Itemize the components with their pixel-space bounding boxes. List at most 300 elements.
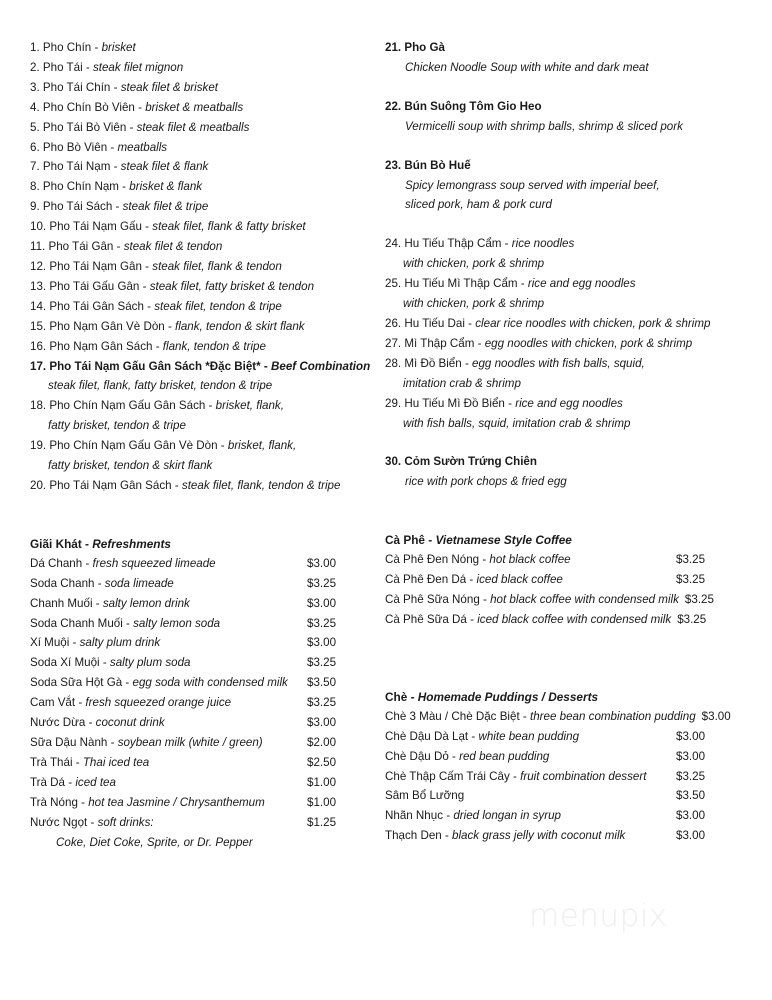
priced-item-name: Nước Dừa [30, 716, 86, 730]
priced-row [385, 727, 744, 747]
entry-dash: - [260, 359, 271, 373]
section-spacer [385, 492, 744, 530]
entry-name: 6. [30, 140, 40, 154]
menu-entry [30, 38, 385, 58]
entry-subline: with chicken, pork & shrimp [403, 257, 545, 271]
menu-entry [385, 354, 744, 394]
entry-dash: - [126, 120, 137, 134]
entry-dash: - [474, 336, 485, 350]
priced-row-text [30, 673, 301, 693]
menu-entry [30, 98, 385, 118]
priced-row [30, 653, 385, 673]
entry-dish-name: Pho Tái [42, 60, 83, 74]
entry-description: steak filet & flank [120, 160, 209, 174]
priced-row [385, 590, 744, 610]
entry-dish-name: Pho Tái Chín [42, 80, 111, 94]
entry-dash: - [143, 299, 155, 313]
entry-dash: - [91, 41, 102, 54]
priced-row-text [30, 554, 301, 574]
menu-entry [385, 314, 744, 334]
entry-name: 29. [385, 396, 402, 410]
priced-row-text [30, 633, 301, 653]
priced-row [385, 747, 744, 767]
price-value: $3.00 [676, 829, 706, 843]
priced-dash: - [92, 596, 103, 610]
priced-item-name: Soda Xí Muội [30, 656, 100, 670]
priced-item-description: egg soda with condensed milk [132, 676, 288, 690]
entry-dash: - [217, 439, 228, 453]
entry-dish-name: Mì Đồ Biển [404, 356, 462, 370]
priced-item-description: hot black coffee with condensed milk [490, 593, 679, 607]
priced-item-name: Trà Dá [30, 775, 66, 789]
priced-item-description: three bean combination pudding [530, 709, 696, 723]
block-number: 30. [385, 455, 402, 469]
priced-item-name: Nhãn Nhục [385, 809, 444, 823]
entry-dash: - [110, 80, 121, 94]
block-dish-name: Bún Suông Tôm Gio Heo [404, 99, 542, 113]
coffee-heading-en: Vietnamese Style Coffee [435, 533, 572, 548]
entry-dash: - [118, 180, 130, 194]
block-number: 21. [385, 41, 402, 54]
priced-row-text [385, 727, 670, 747]
entry-dash: - [110, 160, 121, 174]
priced-dash: - [99, 656, 110, 670]
price-value: $3.25 [307, 576, 337, 590]
priced-dash: - [122, 676, 133, 690]
priced-row [385, 767, 744, 787]
priced-item-name: Soda Chanh Muối [30, 616, 123, 630]
priced-row-text [385, 707, 696, 727]
entry-name: 13. [30, 279, 47, 293]
menu-entry [30, 78, 385, 98]
entry-description: brisket, flank, [215, 399, 284, 413]
priced-item-name: Sữa Dậu Nành [30, 736, 108, 749]
priced-row [385, 610, 744, 630]
price-value: $3.25 [307, 696, 337, 710]
section-spacer [385, 433, 744, 452]
priced-item-name: Cà Phê Sữa Dá [385, 612, 467, 626]
price-value: $3.25 [676, 573, 706, 587]
priced-row [385, 550, 744, 570]
menu-block-entry [385, 38, 744, 78]
menu-entry [30, 177, 385, 197]
entry-dash: - [164, 319, 176, 333]
priced-item-name: Soda Sữa Hột Gà [30, 676, 123, 690]
entry-dash: - [171, 478, 182, 492]
entry-description: brisket [101, 41, 136, 54]
entry-description: steak filet & brisket [120, 80, 218, 94]
priced-row [30, 773, 385, 793]
block-number: 23. [385, 158, 402, 172]
priced-row [30, 813, 385, 833]
priced-item-description: white bean pudding [478, 729, 580, 743]
priced-dash: - [107, 736, 118, 749]
menu-entry [30, 297, 385, 317]
left-column [30, 38, 385, 852]
priced-item-description: coconut drink [95, 716, 165, 730]
price-value: $3.50 [676, 789, 706, 803]
entry-dash: - [504, 396, 516, 410]
price-value: $3.00 [701, 709, 731, 723]
entry-name: 15. [30, 319, 47, 333]
block-number: 22. [385, 99, 402, 113]
entry-description: egg noodles with fish balls, squid, [472, 356, 645, 370]
priced-row-text [385, 570, 670, 590]
priced-dash: - [519, 709, 530, 723]
menu-entry [30, 217, 385, 237]
priced-row [30, 673, 385, 693]
entry-dish-name: Pho Tái Nạm Gân [49, 259, 142, 273]
priced-row-text [385, 747, 670, 767]
menu-entry [30, 237, 385, 257]
entry-description: steak filet, flank, tendon & tripe [181, 478, 341, 492]
priced-item-name: Cà Phê Đen Nóng [385, 553, 480, 567]
priced-row-text [30, 574, 301, 594]
price-value: $2.00 [307, 736, 337, 749]
priced-row [385, 707, 744, 727]
priced-row-text [30, 693, 301, 713]
coffee-heading [385, 530, 744, 550]
entry-description: egg noodles with chicken, pork & shrimp [484, 336, 693, 350]
priced-row-text [385, 610, 671, 630]
entry-dash: - [141, 259, 153, 273]
priced-item-name: Cà Phê Đen Dá [385, 573, 467, 587]
entry-dash: - [205, 399, 216, 413]
priced-item-description: Thai iced tea [82, 755, 150, 769]
price-value: $3.00 [676, 729, 706, 743]
priced-row [385, 826, 744, 846]
entry-dash: - [141, 220, 153, 234]
entry-name: 28. [385, 356, 402, 370]
entry-name: 18. [30, 399, 47, 413]
priced-row-text [385, 806, 670, 826]
priced-dash: - [479, 593, 491, 607]
entry-description: rice noodles [511, 237, 575, 251]
rice-dish-block [385, 452, 744, 492]
priced-row [30, 693, 385, 713]
desserts-heading-vi: Chè - [385, 689, 418, 704]
priced-row-text [30, 753, 301, 773]
entry-dash: - [461, 356, 473, 370]
price-value: $3.00 [307, 556, 337, 570]
priced-dash: - [468, 729, 479, 743]
menu-entry [30, 58, 385, 78]
priced-dash: - [448, 749, 460, 763]
price-value: $3.50 [307, 676, 337, 690]
priced-row-text [385, 590, 679, 610]
entry-name: 5. [30, 120, 40, 134]
priced-row [30, 574, 385, 594]
entry-dish-name: Pho Chín Nạm Gấu Gân Sách [49, 399, 206, 413]
entry-dash: - [82, 60, 93, 74]
refreshments-heading-en: Refreshments [92, 536, 171, 551]
entry-dish-name: Pho Tái Gấu Gân [49, 279, 140, 293]
price-value: $3.25 [307, 656, 337, 670]
priced-dash: - [87, 815, 98, 829]
priced-dash: - [69, 636, 80, 650]
priced-dash: - [72, 755, 83, 769]
entry-description: steak filet, flank & fatty brisket [152, 220, 306, 234]
entry-dish-name: Pho Tái Bò Viên [42, 120, 127, 134]
entry-dish-name: Pho Tái Nạm Gấu Gân Sách *Đặc Biệt* [49, 359, 261, 373]
menu-entry [30, 357, 385, 397]
price-value: $3.25 [676, 553, 706, 567]
desserts-heading [385, 687, 744, 707]
desserts-list [385, 707, 744, 846]
entry-dish-name: Pho Chín Nạm Gấu Gân Vè Dòn [49, 439, 218, 453]
entry-description: brisket & flank [129, 180, 203, 194]
menu-entry [30, 257, 385, 277]
section-spacer [30, 496, 385, 534]
entry-description: Beef Combination [271, 359, 371, 373]
menu-columns [30, 38, 744, 852]
refreshments-heading-vi: Giãi Khát - [30, 536, 93, 551]
block-spacer [385, 215, 744, 234]
entry-dish-name: Pho Chín Nạm [42, 180, 119, 194]
entry-dish-name: Pho Tái Sách [42, 200, 113, 214]
priced-row-text [30, 773, 301, 793]
menu-entry [385, 334, 744, 354]
entry-name: 10. [30, 220, 47, 234]
block-spacer [385, 137, 744, 156]
entry-name: 25. [385, 277, 402, 291]
menu-entry [385, 394, 744, 434]
entry-description: steak filet & meatballs [136, 120, 250, 134]
priced-item-description: salty plum drink [79, 636, 161, 650]
entry-subline: fatty brisket, tendon & skirt flank [48, 459, 213, 473]
entry-description: brisket, flank, [227, 439, 297, 453]
price-value: $3.00 [676, 749, 706, 763]
priced-dash: - [466, 573, 477, 587]
menu-entry [30, 436, 385, 476]
priced-item-description: salty plum soda [109, 656, 191, 670]
price-value: $3.00 [307, 596, 337, 610]
price-value: $1.00 [307, 775, 337, 789]
priced-row [30, 713, 385, 733]
entry-description: rice and egg noodles [515, 396, 623, 410]
entry-dash: - [113, 240, 124, 254]
entry-name: 12. [30, 259, 47, 273]
priced-item-description: salty lemon drink [102, 596, 190, 610]
block-subline: Chicken Noodle Soup with white and dark meat [405, 60, 649, 74]
block-subline: Spicy lemongrass soup served with imperial beef, [405, 178, 660, 192]
entry-dash: - [501, 237, 512, 251]
priced-item-description: iced black coffee [476, 573, 563, 587]
priced-item-name: Xí Muội [30, 636, 70, 650]
entry-name: 11. [30, 240, 46, 254]
price-value: $3.00 [307, 636, 337, 650]
priced-item-name: Trà Nóng [30, 795, 78, 809]
entry-dash: - [517, 277, 528, 291]
menu-entry [385, 234, 744, 274]
entry-description: rice and egg noodles [527, 277, 636, 291]
priced-item-description: fruit combination dessert [520, 769, 647, 783]
entry-dish-name: Hu Tiếu Thập Cẩm [404, 237, 502, 251]
priced-row-text [30, 713, 301, 733]
entry-name: 16. [30, 339, 47, 353]
entry-description: steak filet, fatty brisket & tendon [149, 279, 315, 293]
priced-row [30, 614, 385, 634]
priced-item-description: soybean milk (white / green) [117, 736, 263, 749]
menupix-watermark: menupix [529, 898, 668, 934]
menu-entry [30, 337, 385, 357]
entry-dish-name: Mì Thập Cẩm [404, 336, 475, 350]
block-subline: rice with pork chops & fried egg [405, 475, 567, 489]
menu-entry [30, 277, 385, 297]
entry-description: flank, tendon & tripe [162, 339, 266, 353]
entry-name: 14. [30, 299, 47, 313]
priced-item-name: Chè 3 Màu / Chè Dặc Biệt [385, 709, 520, 723]
price-value: $3.25 [676, 769, 706, 783]
priced-row [30, 753, 385, 773]
entry-dish-name: Pho Nạm Gân Sách [49, 339, 153, 353]
menu-block-entry [385, 97, 744, 137]
priced-dash: - [509, 769, 521, 783]
entry-name: 2. [30, 60, 40, 74]
entry-name: 17. [30, 359, 47, 373]
desserts-heading-en: Homemade Puddings / Desserts [417, 689, 599, 704]
priced-dash: - [441, 829, 453, 843]
entry-name: 3. [30, 80, 40, 94]
priced-row [385, 786, 744, 806]
priced-row [30, 633, 385, 653]
entry-dash: - [464, 316, 476, 330]
priced-row-text [30, 614, 301, 634]
entry-subline: with chicken, pork & shrimp [403, 297, 545, 311]
block-subline: sliced pork, ham & pork curd [405, 198, 552, 212]
priced-item-name: Dá Chanh [30, 556, 83, 570]
priced-row [385, 806, 744, 826]
entry-description: steak filet, tendon & tripe [154, 299, 282, 313]
priced-item-description: black grass jelly with coconut milk [452, 829, 626, 843]
entry-description: meatballs [117, 140, 168, 154]
priced-item-name: Chè Thập Cấm Trái Cây [385, 769, 510, 783]
priced-dash: - [65, 775, 76, 789]
priced-item-name: Soda Chanh [30, 576, 95, 590]
entry-dish-name: Pho Tái Gân Sách [49, 299, 144, 313]
soup-block-list [385, 38, 744, 234]
priced-dash: - [94, 576, 105, 590]
refreshments-heading [30, 534, 385, 554]
entry-description: steak filet, flank & tendon [152, 259, 282, 273]
priced-dash: - [82, 556, 93, 570]
priced-item-description: fresh squeezed limeade [92, 556, 216, 570]
entry-dish-name: Pho Bò Viên [42, 140, 108, 154]
priced-dash: - [77, 795, 89, 809]
entry-subline: fatty brisket, tendon & tripe [48, 419, 186, 433]
priced-row-text [30, 793, 301, 813]
price-value: $2.50 [307, 755, 337, 769]
entry-name: 26. [385, 316, 402, 330]
block-subline: Vermicelli soup with shrimp balls, shrimp & sliced pork [405, 119, 683, 133]
entry-name: 8. [30, 180, 40, 194]
priced-row-text [385, 767, 670, 787]
priced-item-name: Thạch Den [385, 829, 442, 843]
entry-dish-name: Hu Tiếu Mì Thập Cẩm [404, 277, 518, 291]
menu-entry [30, 138, 385, 158]
entry-name: 19. [30, 439, 47, 453]
entry-description: steak filet & tripe [122, 200, 209, 214]
priced-item-description: red bean pudding [459, 749, 550, 763]
block-spacer [385, 78, 744, 97]
menu-entry [30, 118, 385, 138]
priced-item-name: Chè Dậu Dà Lạt [385, 729, 469, 743]
price-value: $3.25 [684, 593, 714, 607]
soft-drinks-continuation: Coke, Diet Coke, Sprite, or Dr. Pepper [56, 835, 253, 849]
priced-item-description: soft drinks: [97, 815, 154, 829]
priced-item-description: iced black coffee with condensed milk [477, 612, 672, 626]
priced-row-text [30, 813, 301, 833]
priced-item-name: Cam Vắt [30, 696, 76, 710]
priced-item-description: salty lemon soda [133, 616, 221, 630]
priced-item-description: dried longan in syrup [453, 809, 561, 823]
entry-dish-name: Pho Chín Bò Viên [42, 100, 135, 114]
entry-description: flank, tendon & skirt flank [175, 319, 305, 333]
priced-dash: - [443, 809, 454, 823]
menu-entry [30, 157, 385, 177]
entry-name: 24. [385, 237, 402, 251]
priced-dash: - [85, 716, 96, 730]
priced-row-text [385, 826, 670, 846]
priced-row-text [30, 733, 301, 753]
right-column [385, 38, 744, 846]
price-value: $3.00 [676, 809, 706, 823]
entry-subline: with fish balls, squid, imitation crab & shrimp [403, 416, 631, 430]
priced-item-name: Chanh Muối [30, 596, 93, 610]
entry-dish-name: Hu Tiếu Mì Đồ Biển [404, 396, 505, 410]
coffee-heading-vi: Cà Phê - [385, 533, 436, 548]
menu-entry [30, 197, 385, 217]
priced-row-text [385, 786, 670, 806]
entry-dish-name: Pho Tái Nạm Gân Sách [49, 478, 172, 492]
priced-row-text [30, 594, 301, 614]
block-dish-name: Cỏm Sườn Trứng Chiên [404, 455, 537, 469]
entry-subline: imitation crab & shrimp [403, 376, 521, 390]
entry-name: 4. [30, 100, 40, 114]
entry-dish-name: Pho Nạm Gân Vè Dòn [49, 319, 165, 333]
entry-dash: - [139, 279, 150, 293]
entry-name: 7. [30, 160, 40, 174]
noodle-list [385, 234, 744, 433]
priced-item-name: Cà Phê Sữa Nóng [385, 593, 480, 607]
menu-entry [30, 396, 385, 436]
entry-dash: - [134, 100, 146, 114]
entry-dish-name: Pho Tái Nạm [42, 160, 111, 174]
entry-name: 20. [30, 478, 47, 492]
entry-subline: steak filet, flank, fatty brisket, tendon & tripe [48, 379, 273, 393]
entry-dish-name: Pho Tái Nạm Gấu [49, 220, 142, 234]
priced-row [30, 594, 385, 614]
priced-item-name: Chè Dậu Dỏ [385, 749, 449, 763]
priced-dash: - [479, 553, 490, 567]
entry-dash: - [107, 140, 118, 154]
priced-item-description: hot tea Jasmine / Chrysanthemum [88, 795, 265, 809]
menu-entry [30, 317, 385, 337]
price-value: $3.25 [307, 616, 337, 630]
priced-row [30, 793, 385, 813]
entry-name: 1. [30, 41, 40, 54]
priced-row [385, 570, 744, 590]
priced-item-description: iced tea [75, 775, 116, 789]
price-value: $1.25 [307, 815, 337, 829]
priced-item-name: Sâm Bổ Lưỡng [385, 789, 465, 803]
section-spacer [385, 630, 744, 668]
entry-dish-name: Hu Tiếu Dai [404, 316, 465, 330]
priced-dash: - [466, 612, 478, 626]
price-value: $3.00 [307, 716, 337, 730]
entry-dash: - [152, 339, 163, 353]
menu-entry [30, 476, 385, 496]
